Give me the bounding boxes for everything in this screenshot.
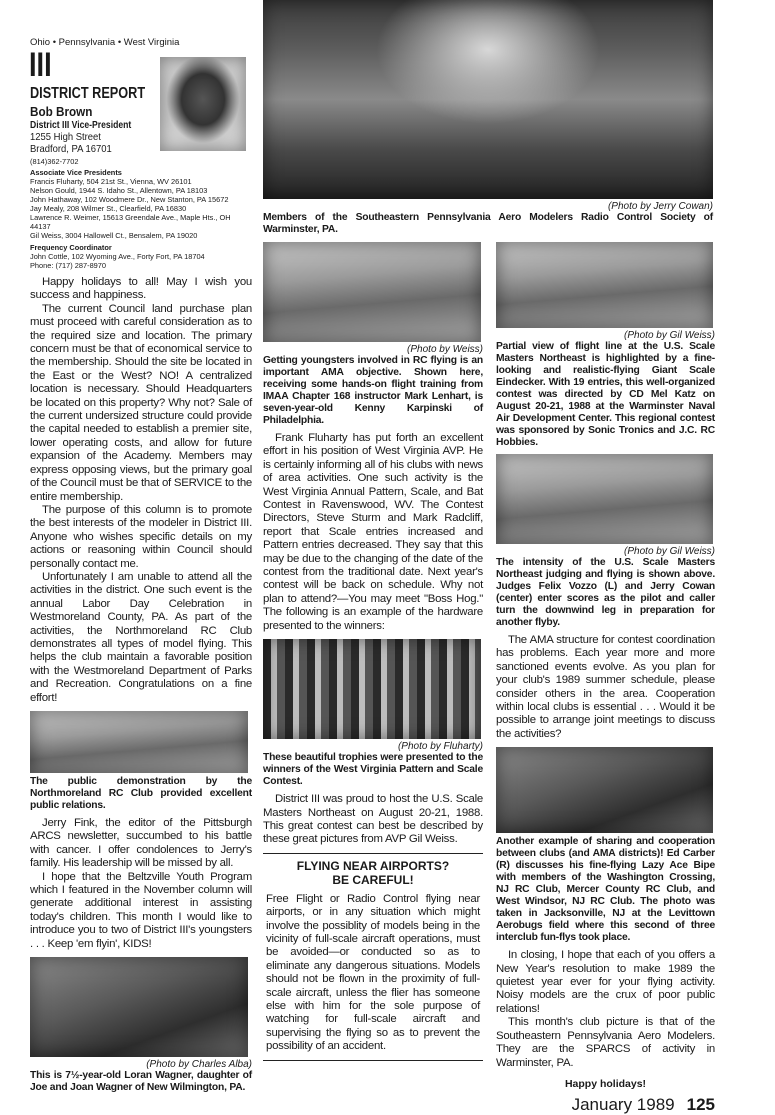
column2-body-b [263,793,483,847]
photo-caption: Members of the Southeastern Pennsylvania Aero Modelers Radio Control Society of Warminster, PA. [263,212,713,235]
signoff: Happy holidays! [564,1077,647,1090]
page-footer [496,1095,715,1115]
photo-judges [496,454,713,544]
photo-credit: (Photo by Gil Weiss) [624,546,715,557]
district-number: III [29,46,52,84]
paragraph: This month's club picture is that of the Southeastern Pennsylvania Aero Modelers. They are the SPARCS of activity in Warminster, PA. [496,1016,715,1069]
region-label: Ohio • Pennsylvania • West Virginia [30,37,180,48]
associate-entry: Nelson Gould, 1944 S. Idaho St., Allentown, PA 18103 [30,186,208,195]
box-title-line2: BE CAREFUL! [332,872,414,887]
box-text: Free Flight or Radio Control flying near airports, or in any situation which might involve the possiblity of models being in the vicinity of full-scale aircraft operations, must be avoided—or conducted so as to eliminate any dangerous situations. Models should not be flown in the proximity of full-scale aircraft, unless the flier has someone else with him for the sole purpose of watching for full-scale aircraft and supervising the flying so as to prevent the possibility of an accident. [266,892,480,1053]
associates-list [30,168,252,270]
paragraph: Jerry Fink, the editor of the Pittsburgh ARCS newsletter, succumbed to his battle with cancer. I offer condolences to Jerry's family. His leadership will be missed by all. [30,817,252,870]
photo-credit: (Photo by Jerry Cowan) [607,201,713,212]
photo-flight-line [496,242,713,328]
paragraph: Frank Fluharty has put forth an excellent effort in his position of West Virginia AVP. He is certainly informing all of his clubs with news of area activities. One such activity is the West Virginia Annual Pattern, Scale, and Bat Contest in Ravenswood, WV. The Contest Directors, Steve Sturm and Mark Radcliff, report that Scale entries increased and Pattern entries decreased. They say that this may be due to the changing of the date of the contest from the traditional date. Next year's contest will be back on schedule. Why not plan to attend?—You may meet "Boss Hog." The following is an example of the hardware presented to the winners: [263,432,483,632]
paragraph: The current Council land purchase plan must proceed with careful consideration as to the required size and location. The primary concern must be that of economical service to the membership. Should the site be located in the East or the West? NO! A centralized location is necessary. Should Headquarters be located on this property? Why not? Sale of the current undersized structure could provide the capital needed to establish a premier site, lower operating costs, and allow for future expansion of the Academy. Members may express opposing views, but the primary goal of the Council must be that of SERVICE to the entire membership. [30,302,252,503]
associate-entry: John Hathaway, 102 Woodmere Dr., New Stanton, PA 15672 [30,195,229,204]
photo-club-group [263,0,713,199]
airport-safety-box [263,853,483,1061]
frequency-phone: Phone: (717) 287-8970 [30,261,107,270]
author-address-1: 1255 High Street [30,131,101,143]
column-1 [30,168,252,1099]
photo-demonstration [30,711,248,773]
column1-body-b [30,817,252,951]
column-2 [263,242,483,1061]
photo-credit: (Photo by Gil Weiss) [624,330,715,341]
author-name: Bob Brown [30,104,93,119]
photo-trophies [263,639,481,739]
photo-caption: Another example of sharing and cooperation between clubs (and AMA districts)! Ed Carber (R) discusses his fine-flying Lazy Ace Bipe with members of the Washington Crossing, NJ RC Club, Mercer County RC Club, and West Windsor, NJ RC Club. The photo was taken in Jacksonville, NJ at the Levittown Aerobugs field where this second of three interclub fun-flys took place. [496,836,715,944]
associates-heading: Associate Vice Presidents [30,168,122,177]
paragraph: Unfortunately I am unable to attend all the activities in the district. One such event is the annual Labor Day Celebration in Westmoreland County, PA. As part of the activities, the Northmoreland RC Club demonstrates all types of model flying. This helps the club maintain a favorable position with the Westmoreland Department of Parks and Recreation. Congratulations on a fine effort! [30,570,252,704]
paragraph: Happy holidays to all! May I wish you success and happiness. [30,276,252,302]
associate-entry: Francis Fluharty, 504 21st St., Vienna, WV 26101 [30,177,192,186]
photo-caption: Partial view of flight line at the U.S. Scale Masters Northeast is highlighted by a fine-looking and realistic-flying Giant Scale Eindecker. With 19 entries, this well-organized contest was directed by CD Mel Katz on August 20-21, 1988 at the Warminster Naval Air Development Center. This regional contest was sponsored by Sonic Tronics and J.C. RC Hobbies. [496,341,715,448]
author-address-2: Bradford, PA 16701 [30,143,112,155]
paragraph: I hope that the Beltzville Youth Program which I featured in the November column will generate additional interest in assisting today's children. This month I would like to introduce you to two of District III's youngsters . . . Keep 'em flyin', KIDS! [30,870,252,950]
issue-date: January 1989 [571,1094,675,1114]
photo-credit: (Photo by Charles Alba) [146,1059,252,1071]
author-role: District III Vice-President [30,119,132,131]
page-number: 125 [686,1094,715,1114]
photo-lazy-ace-bipe [496,747,713,833]
author-portrait [160,57,246,151]
photo-caption: These beautiful trophies were presented to the winners of the West Virginia Pattern and Scale Contest. [263,752,483,788]
paragraph: The purpose of this column is to promote the best interests of the modeler in District III. Anyone who wishes specific details on my actions or reasoning within Council should personally contact me. [30,503,252,570]
photo-loran-wagner [30,957,248,1057]
top-photo-block [263,0,713,241]
photo-caption: The intensity of the U.S. Scale Masters Northeast judging and flying is shown above. Judges Felix Vozzo (L) and Jerry Cowan (center) enter scores as the pilot and caller turn the downwind leg in preparation for another flyby. [496,557,715,628]
column-3 [496,242,715,1115]
box-title-line1: FLYING NEAR AIRPORTS? [296,858,450,873]
column2-body-a [263,432,483,633]
frequency-entry: John Cottle, 102 Wyoming Ave., Forty Fort, PA 18704 [30,252,205,261]
frequency-heading: Frequency Coordinator [30,243,112,252]
column3-body-a [496,634,715,741]
paragraph: District III was proud to host the U.S. Scale Masters Northeast on August 20-21, 1988. This great contest can best be described by these great pictures from AVP Gil Weiss. [263,793,483,846]
page-title: DISTRICT REPORT [30,85,146,102]
photo-credit: (Photo by Fluharty) [397,741,483,753]
column3-body-b [496,949,715,1070]
photo-caption: This is 7½-year-old Loran Wagner, daughter of Joe and Joan Wagner of New Wilmington, PA. [30,1070,252,1094]
column1-body-a [30,276,252,705]
author-phone: (814)362-7702 [30,157,79,166]
photo-credit: (Photo by Weiss) [407,344,483,355]
photo-caption: Getting youngsters involved in RC flying is an important AMA objective. Shown here, receiving some hands-on flight training from IMAA Chapter 168 instructor Mark Lenhart, is seven-year-old Kenny Karpinski of Philadelphia. [263,355,483,426]
paragraph: The AMA structure for contest coordination has problems. Each year more and more sanctioned events evolve. As you plan for your club's 1989 summer schedule, please consider others in the area. Cooperation within local clubs is essential . . . Would it be possible to arrange joint meetings to discuss the activities? [496,634,715,740]
photo-caption: The public demonstration by the Northmoreland RC Club provided excellent public relations. [30,776,252,811]
associate-entry: Jay Mealy, 208 Wilmer St., Clearfield, PA 16830 [30,204,187,213]
photo-youth-training [263,242,481,342]
associate-entry: Gil Weiss, 3004 Hallowell Ct., Bensalem, PA 19020 [30,231,198,240]
associate-entry: Lawrence R. Weimer, 15613 Greendale Ave., Maple Hts., OH 44137 [30,213,231,231]
author-block [30,105,158,155]
paragraph: In closing, I hope that each of you offers a New Year's resolution to make 1989 the quietest year ever for your flying activity. Noisy models are the crux of poor public relations! [496,949,715,1015]
